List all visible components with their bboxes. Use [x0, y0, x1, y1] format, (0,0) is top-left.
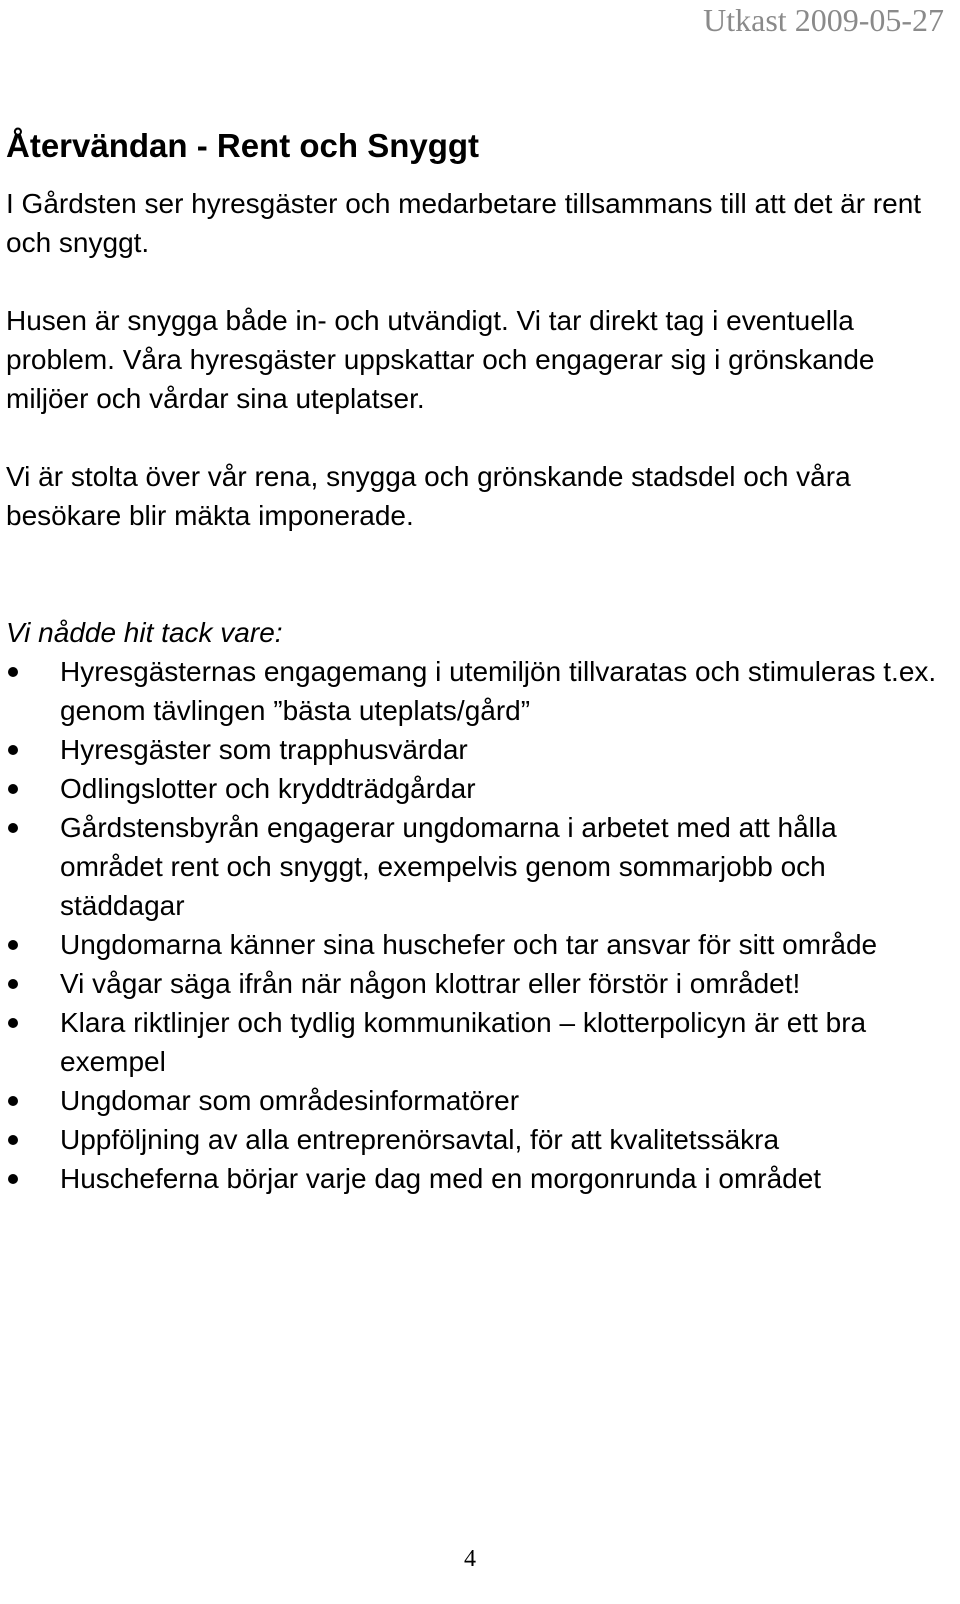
bullet-icon: [8, 1174, 18, 1184]
bullet-icon: [8, 745, 18, 755]
list-item: [6, 1120, 946, 1159]
list-item: [6, 925, 946, 964]
list-item-text: Odlingslotter och kryddträdgårdar: [60, 773, 476, 804]
list-item: [6, 1081, 946, 1120]
paragraph: I Gårdsten ser hyresgäster och medarbetare tillsammans till att det är rent och snyggt.: [6, 188, 922, 258]
list-item: [6, 1003, 946, 1081]
list-item-text: Uppföljning av alla entreprenörsavtal, för att kvalitetssäkra: [60, 1124, 780, 1155]
bullet-icon: [8, 1096, 18, 1106]
bullet-icon: [8, 823, 18, 833]
list-item-text: Gårdstensbyrån engagerar ungdomarna i arbetet med att hålla området rent och snyggt, exempelvis genom sommarjobb och städdagar: [60, 812, 837, 921]
list-item: [6, 652, 946, 730]
page-title: Återvändan - Rent och Snyggt: [6, 127, 480, 164]
bullet-icon: [8, 1018, 18, 1028]
draft-date-label: Utkast 2009-05-27: [703, 2, 944, 38]
paragraph: Vi är stolta över vår rena, snygga och grönskande stadsdel och våra besökare blir mäkta imponerade.: [6, 461, 851, 531]
list-item-text: Hyresgästernas engagemang i utemiljön tillvaratas och stimuleras t.ex. genom tävlingen ”bästa uteplats/gård”: [60, 656, 937, 726]
list-item-text: Vi vågar säga ifrån när någon klottrar eller förstör i området!: [60, 968, 801, 999]
list-item: [6, 808, 946, 925]
list-item-text: Huscheferna börjar varje dag med en morgonrunda i området: [60, 1163, 822, 1194]
document-body: [6, 124, 946, 1198]
bullet-icon: [8, 979, 18, 989]
bullet-icon: [8, 1135, 18, 1145]
list-item-text: Klara riktlinjer och tydlig kommunikation – klotterpolicyn är ett bra exempel: [60, 1007, 867, 1077]
bullet-icon: [8, 667, 18, 677]
bullet-icon: [8, 940, 18, 950]
paragraph: Husen är snygga både in- och utvändigt. Vi tar direkt tag i eventuella problem. Våra hyresgäster uppskattar och engagerar sig i grönskande miljöer och vårdar sina uteplatser.: [6, 305, 875, 414]
bullet-icon: [8, 784, 18, 794]
list-item: [6, 1159, 946, 1198]
list-item: [6, 769, 946, 808]
list-item: [6, 964, 946, 1003]
page-number: 4: [464, 1546, 476, 1572]
list-item-text: Ungdomarna känner sina huschefer och tar ansvar för sitt område: [60, 929, 878, 960]
bullet-list: [6, 652, 946, 1198]
list-intro: Vi nådde hit tack vare:: [6, 617, 283, 648]
list-item-text: Hyresgäster som trapphusvärdar: [60, 734, 468, 765]
list-item: [6, 730, 946, 769]
list-item-text: Ungdomar som områdesinformatörer: [60, 1085, 520, 1116]
